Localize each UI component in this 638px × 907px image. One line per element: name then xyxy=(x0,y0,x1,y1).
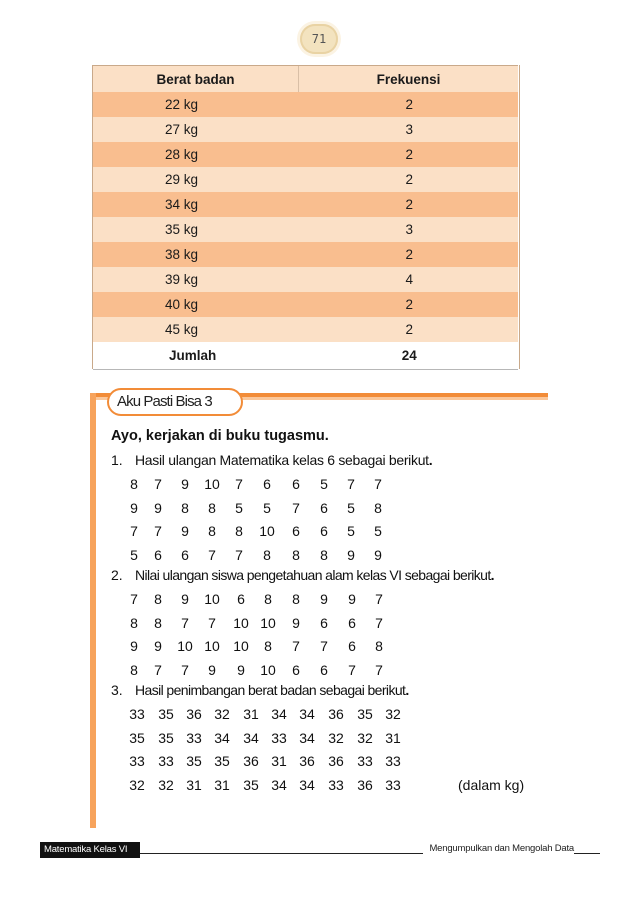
problem-3-title xyxy=(111,682,409,698)
cell-weight: 38 kg xyxy=(165,247,199,262)
data-value: 33 xyxy=(158,753,174,769)
exercise-box xyxy=(90,388,548,828)
data-value: 8 xyxy=(292,591,300,607)
data-value: 9 xyxy=(130,638,138,654)
data-value: 9 xyxy=(348,591,356,607)
data-value: 34 xyxy=(271,706,287,722)
data-value: 36 xyxy=(328,706,344,722)
cell-weight: 35 kg xyxy=(165,222,199,237)
data-value: 31 xyxy=(271,753,287,769)
data-value: 36 xyxy=(328,753,344,769)
data-value: 5 xyxy=(347,523,355,539)
data-value: 33 xyxy=(385,753,401,769)
data-value: 8 xyxy=(130,661,138,678)
exercise-title: Aku Pasti Bisa 3 xyxy=(117,393,212,410)
data-value: 9 xyxy=(181,523,189,539)
table-total-row xyxy=(93,342,518,370)
data-value: 10 xyxy=(260,661,276,678)
cell-frequency: 2 xyxy=(405,197,413,212)
data-value: 5 xyxy=(374,523,382,539)
data-value: 6 xyxy=(292,476,300,492)
data-value: 31 xyxy=(385,729,401,746)
data-value: 5 xyxy=(130,546,138,563)
data-value: 33 xyxy=(385,776,401,793)
data-value: 7 xyxy=(375,661,383,678)
cell-weight: 34 kg xyxy=(165,197,199,212)
data-value: 35 xyxy=(158,729,174,746)
problem-number: 2. xyxy=(111,567,123,583)
data-value: 6 xyxy=(320,499,328,516)
data-value: 10 xyxy=(177,638,193,654)
data-value: 10 xyxy=(233,638,249,654)
data-value: 33 xyxy=(129,706,145,722)
data-value: 32 xyxy=(357,729,373,746)
table-row xyxy=(93,167,518,192)
data-value: 7 xyxy=(154,476,162,492)
total-label: Jumlah xyxy=(93,342,299,370)
data-value: 36 xyxy=(357,776,373,793)
data-value: 10 xyxy=(204,476,220,492)
data-value: 33 xyxy=(271,729,287,746)
table-row xyxy=(93,217,518,242)
data-value: 8 xyxy=(264,591,272,607)
cell-weight: 39 kg xyxy=(165,272,199,287)
data-row xyxy=(124,777,544,797)
data-value: 7 xyxy=(208,546,216,563)
data-value: 6 xyxy=(263,476,271,492)
problem-text-period: . xyxy=(428,452,433,468)
data-value: 7 xyxy=(320,638,328,654)
data-value: 7 xyxy=(154,523,162,539)
data-value: 9 xyxy=(154,499,162,516)
data-row xyxy=(124,638,544,658)
table-row xyxy=(93,92,518,117)
data-value: 8 xyxy=(130,614,138,631)
data-row xyxy=(124,500,544,520)
table-row xyxy=(93,117,518,142)
data-value: 34 xyxy=(299,776,315,793)
exercise-instruction: Ayo, kerjakan di buku tugasmu. xyxy=(111,428,329,444)
data-value: 8 xyxy=(264,638,272,654)
data-value: 35 xyxy=(243,776,259,793)
data-value: 36 xyxy=(299,753,315,769)
data-value: 10 xyxy=(204,638,220,654)
data-value: 6 xyxy=(348,614,356,631)
data-value: 6 xyxy=(320,661,328,678)
data-value: 8 xyxy=(292,546,300,563)
data-value: 7 xyxy=(130,591,138,607)
data-value: 33 xyxy=(328,776,344,793)
problem-number: 1. xyxy=(111,452,123,468)
cell-frequency: 4 xyxy=(405,272,413,287)
data-value: 9 xyxy=(292,614,300,631)
data-value: 8 xyxy=(130,476,138,492)
data-value: 9 xyxy=(181,476,189,492)
data-value: 6 xyxy=(292,523,300,539)
data-value: 9 xyxy=(320,591,328,607)
data-row xyxy=(124,523,544,543)
data-value: 8 xyxy=(320,546,328,563)
data-value: 35 xyxy=(357,706,373,722)
data-value: 8 xyxy=(263,546,271,563)
data-value: 10 xyxy=(204,591,220,607)
data-value: 8 xyxy=(374,499,382,516)
data-value: 35 xyxy=(214,753,230,769)
data-value: 6 xyxy=(181,546,189,563)
data-value: 7 xyxy=(130,523,138,539)
data-value: 32 xyxy=(158,776,174,793)
data-value: 8 xyxy=(181,499,189,516)
data-value: 9 xyxy=(130,499,138,516)
cell-weight: 45 kg xyxy=(165,322,199,337)
data-value: 6 xyxy=(320,523,328,539)
data-value: 7 xyxy=(181,614,189,631)
data-value: 7 xyxy=(347,476,355,492)
footer-chapter-title: Mengumpulkan dan Mengolah Data xyxy=(423,843,574,854)
table-row xyxy=(93,192,518,217)
cell-weight: 28 kg xyxy=(165,147,199,162)
data-value: 7 xyxy=(235,476,243,492)
data-value: 31 xyxy=(214,776,230,793)
data-value: 8 xyxy=(235,523,243,539)
data-value: 5 xyxy=(235,499,243,516)
data-row xyxy=(124,662,544,682)
cell-weight: 29 kg xyxy=(165,172,199,187)
data-row xyxy=(124,547,544,567)
table-row xyxy=(93,242,518,267)
data-value: 32 xyxy=(129,776,145,793)
data-row xyxy=(124,730,544,750)
data-value: 35 xyxy=(158,706,174,722)
problem-text-period: . xyxy=(405,682,410,698)
data-value: 5 xyxy=(347,499,355,516)
data-value: 7 xyxy=(292,499,300,516)
data-value: 8 xyxy=(208,499,216,516)
cell-frequency: 2 xyxy=(405,247,413,262)
data-value: 10 xyxy=(259,523,275,539)
data-value: 8 xyxy=(208,523,216,539)
page-number: 71 xyxy=(300,24,338,54)
table-row xyxy=(93,142,518,167)
cell-frequency: 3 xyxy=(405,122,413,137)
cell-frequency: 3 xyxy=(405,222,413,237)
data-value: 7 xyxy=(375,591,383,607)
data-value: 8 xyxy=(154,614,162,631)
data-value: 36 xyxy=(243,753,259,769)
data-value: 7 xyxy=(374,476,382,492)
total-value: 24 xyxy=(299,342,519,370)
cell-frequency: 2 xyxy=(405,172,413,187)
cell-frequency: 2 xyxy=(405,97,413,112)
data-value: 34 xyxy=(299,729,315,746)
problem-1-title xyxy=(111,452,433,468)
data-value: 6 xyxy=(237,591,245,607)
table-row xyxy=(93,267,518,292)
data-value: 7 xyxy=(154,661,162,678)
problem-2-title xyxy=(111,567,495,583)
problem-text: Hasil penimbangan berat badan sebagai berikut xyxy=(135,682,406,698)
data-value: 32 xyxy=(328,729,344,746)
data-value: 6 xyxy=(154,546,162,563)
problem-text-period: . xyxy=(490,567,495,583)
data-value: 6 xyxy=(292,661,300,678)
data-row xyxy=(124,476,544,496)
data-value: 32 xyxy=(385,706,401,722)
data-value: 7 xyxy=(375,614,383,631)
cell-weight: 22 kg xyxy=(165,97,199,112)
data-value: 36 xyxy=(186,706,202,722)
data-value: 6 xyxy=(320,614,328,631)
data-value: 33 xyxy=(129,753,145,769)
header-weight: Berat badan xyxy=(93,66,299,93)
data-value: 7 xyxy=(348,661,356,678)
box-left-border xyxy=(90,393,96,828)
data-row xyxy=(124,591,544,611)
data-value: 7 xyxy=(181,661,189,678)
data-value: 9 xyxy=(154,638,162,654)
data-value: 33 xyxy=(186,729,202,746)
data-value: 9 xyxy=(374,546,382,563)
data-value: 9 xyxy=(347,546,355,563)
cell-frequency: 2 xyxy=(405,322,413,337)
data-value: 9 xyxy=(237,661,245,678)
data-row xyxy=(124,706,544,726)
cell-weight: 27 kg xyxy=(165,122,199,137)
problem-text: Hasil ulangan Matematika kelas 6 sebagai berikut xyxy=(135,452,429,468)
data-value: 31 xyxy=(243,706,259,722)
cell-weight: 40 kg xyxy=(165,297,199,312)
data-value: 9 xyxy=(181,591,189,607)
data-value: 10 xyxy=(233,614,249,631)
data-value: 33 xyxy=(357,753,373,769)
footer-book-title: Matematika Kelas VI xyxy=(40,842,140,858)
weight-frequency-table xyxy=(93,65,518,370)
table-header-row xyxy=(93,66,518,93)
unit-note: (dalam kg) xyxy=(458,776,525,793)
table-row xyxy=(93,317,518,342)
data-value: 9 xyxy=(208,661,216,678)
data-value: 5 xyxy=(320,476,328,492)
problem-number: 3. xyxy=(111,682,123,698)
cell-frequency: 2 xyxy=(405,297,413,312)
header-frequency: Frekuensi xyxy=(299,66,519,93)
cell-frequency: 2 xyxy=(405,147,413,162)
data-value: 34 xyxy=(243,729,259,746)
table-row xyxy=(93,292,518,317)
data-value: 32 xyxy=(214,706,230,722)
problem-text: Nilai ulangan siswa pengetahuan alam kelas VI sebagai berikut xyxy=(135,567,491,583)
data-value: 34 xyxy=(214,729,230,746)
data-value: 34 xyxy=(299,706,315,722)
data-value: 5 xyxy=(263,499,271,516)
data-value: 8 xyxy=(154,591,162,607)
data-value: 6 xyxy=(348,638,356,654)
data-value: 7 xyxy=(235,546,243,563)
page-footer xyxy=(0,842,638,858)
data-value: 31 xyxy=(186,776,202,793)
data-row xyxy=(124,753,544,773)
data-value: 35 xyxy=(186,753,202,769)
data-value: 7 xyxy=(208,614,216,631)
data-value: 35 xyxy=(129,729,145,746)
data-value: 8 xyxy=(375,638,383,654)
data-value: 7 xyxy=(292,638,300,654)
data-value: 34 xyxy=(271,776,287,793)
data-row xyxy=(124,615,544,635)
data-value: 10 xyxy=(260,614,276,631)
